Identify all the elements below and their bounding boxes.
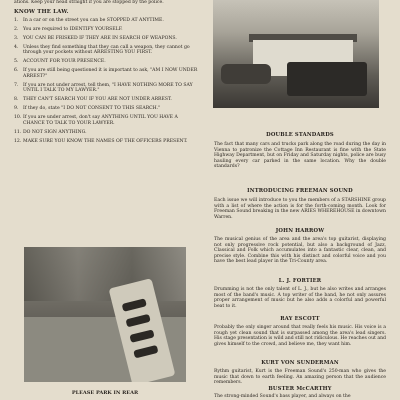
list-item <box>14 115 200 126</box>
photo-caption: PLEASE PARK IN REAR <box>71 390 139 396</box>
section-heading: L. J. FORTIER <box>278 278 322 284</box>
freeman-section <box>214 188 386 220</box>
list-item <box>14 130 200 136</box>
list-item <box>14 36 200 42</box>
parking-sign-photo <box>24 247 186 382</box>
section-text: Drumming is not the only talent of L. J., but he also writes and arranges most of the band's music. A top writer of the band, he not only assures proper arrangement of music but he also adds a colorful and powerful beat to it. <box>214 287 386 309</box>
rule-number: 7. <box>14 82 19 88</box>
ray-escott-section <box>214 316 386 347</box>
rule-text: THEY CAN'T SEARCH YOU IF YOU ARE NOT UNDER ARREST. <box>23 97 172 103</box>
rule-number: 12. <box>14 138 22 144</box>
section-heading: JOHN HARROW <box>275 228 325 234</box>
list-item <box>14 139 200 145</box>
sign-letter-block <box>126 314 151 328</box>
list-item <box>14 18 200 24</box>
rules-list <box>14 18 200 145</box>
section-text: Each issue we will introduce to you the members of a STARSHINE group with a list of where the action is for the forth-coming month. Look for Freeman Sound breaking in the new ARIES WHEREHOUSE in downtown Warren. <box>214 198 386 220</box>
list-item <box>14 45 200 56</box>
section-heading: KURT VON SUNDERMAN <box>261 360 339 366</box>
buster-section <box>214 386 386 400</box>
intro-text: ations. Keep your head straight if you are stopped by the police. <box>14 0 164 5</box>
rule-text: You are required to IDENTIFY YOURSELF. <box>23 26 123 32</box>
rule-text: If you are not under arrest, tell them, "I HAVE NOTHING MORE TO SAY UNTIL I TALK TO MY LAWYER." <box>23 82 193 94</box>
section-heading: INTRODUCING FREEMAN SOUND <box>247 188 353 194</box>
rule-number: 10. <box>14 115 22 121</box>
cottage-inn-photo <box>213 0 379 108</box>
list-item <box>14 68 200 79</box>
rule-text: If you are still being questioned it is important to ask, "AM I NOW UNDER ARREST?" <box>23 68 198 79</box>
rule-text: MAKE SURE YOU KNOW THE NAMES OF THE OFFICERS PRESENT. <box>23 138 188 144</box>
know-the-law-title: KNOW THE LAW. <box>14 8 69 15</box>
section-text: Probably the only singer around that really feels his music. His voice is a rough yet clean sound that is surpassed among the area's lead singers. His stage presentation is wild and still not ridiculous. He reaches out and gives himself to the crowd, and believe me, they want him. <box>214 325 386 347</box>
section-text: The strong-minded Sound's bass player, and always on the <box>214 394 351 399</box>
rule-number: 4. <box>14 44 19 50</box>
kurt-section <box>214 360 386 386</box>
rule-text: If you are under arrest, don't say ANYTHING UNTIL YOU HAVE A CHANCE TO TALK TO YOUR LAWYER. <box>23 115 178 126</box>
section-text: Rythm guitarist, Kurt is the Freeman Sound's 250-man who gives the music that down to earth feeling. An amazing person that the audience remembers. <box>214 369 386 386</box>
list-item <box>14 27 200 33</box>
section-heading: BUSTER McCARTHY <box>268 386 332 392</box>
sign-letter-block <box>129 329 154 343</box>
list-item <box>14 83 200 94</box>
rule-number: 5. <box>14 59 19 65</box>
rule-number: 11. <box>14 129 22 135</box>
john-harrow-section <box>214 228 386 265</box>
rule-text: Unless they find something that they can call a weapon, they cannot go through your pockets without ARRESTING YOU FIRST. <box>23 44 190 56</box>
rule-text: YOU CAN BE FRISKED IF THEY ARE IN SEARCH OF WEAPONS. <box>23 35 177 41</box>
list-item <box>14 97 200 103</box>
sign-letter-block <box>122 298 147 312</box>
photo-truck <box>287 62 367 96</box>
rule-number: 9. <box>14 106 19 112</box>
section-heading: DOUBLE STANDARDS <box>266 132 334 138</box>
sign-letter-block <box>133 345 158 359</box>
section-text: The musical genius of the area and the area's top guitarist, displaying not only progressive rock potential, but also a background of Jazz, Classical and Folk which accumulates into a fantastic clear, clean, and precise style. Combine this with his distinct and colorful voice and you have the best lead player in the Tri-County area. <box>214 237 386 265</box>
rule-text: DO NOT SIGN ANYTHING. <box>23 129 87 135</box>
list-item <box>14 59 200 65</box>
double-standards-section <box>214 132 386 170</box>
rule-text: In a car or on the street you can be STOPPED AT ANYTIME. <box>23 17 164 23</box>
lj-fortier-section <box>214 278 386 309</box>
rule-number: 8. <box>14 97 19 103</box>
rule-number: 6. <box>14 68 19 74</box>
rule-text: If they do, state "I DO NOT CONSENT TO THIS SEARCH." <box>23 106 161 112</box>
list-item <box>14 106 200 112</box>
rule-text: ACCOUNT FOR YOUR PRESENCE. <box>23 59 106 65</box>
photo-car <box>221 64 271 84</box>
section-heading: RAY ESCOTT <box>280 316 320 322</box>
photo-trees <box>24 247 186 301</box>
rule-number: 3. <box>14 35 19 41</box>
rule-number: 2. <box>14 26 19 32</box>
rule-number: 1. <box>14 17 19 23</box>
left-column <box>14 0 200 148</box>
section-text: The fact that many cars and trucks park along the road during the day in Vienna to patronize the Cottage Inn Restaurant is fine with the State Highway Department, but on Friday and Saturday nights, police are busy hauling every car parked in the same location. Why the double standards? <box>214 142 386 170</box>
